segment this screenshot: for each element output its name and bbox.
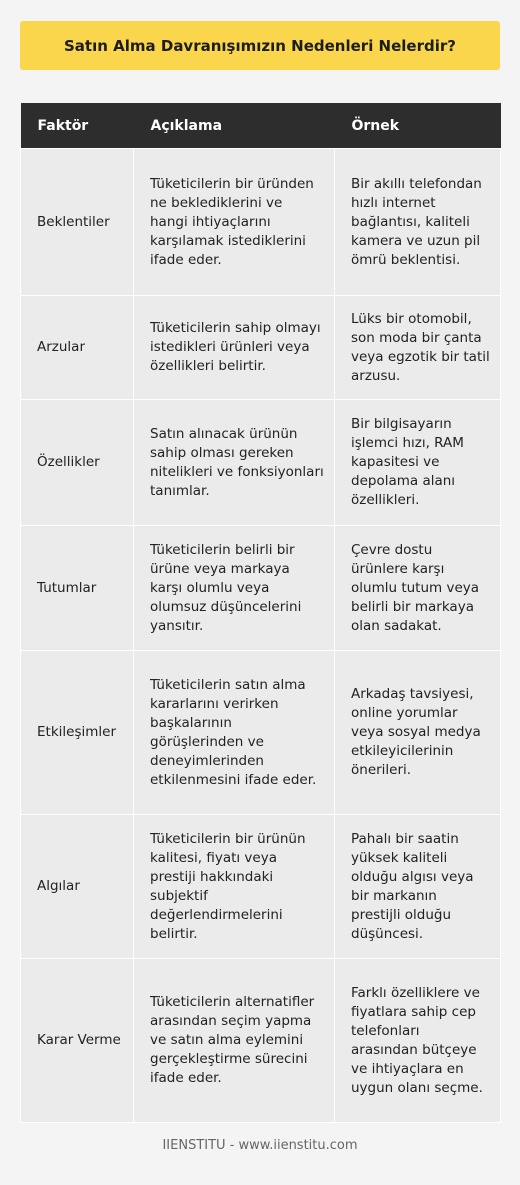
cell-description: Tüketicilerin bir üründen ne beklediklerini ve hangi ihtiyaçlarını karşılamak istediklerini ifade eder.: [134, 149, 335, 296]
table-row: [21, 149, 501, 296]
cell-example: Arkadaş tavsiyesi, online yorumlar veya sosyal medya etkileyicilerinin önerileri.: [335, 651, 501, 815]
cell-description: Tüketicilerin belirli bir ürüne veya markaya karşı olumlu veya olumsuz düşüncelerini yansıtır.: [134, 526, 335, 651]
column-header-factor: Faktör: [21, 103, 134, 149]
footer-credit: IIENSTITU - www.iienstitu.com: [162, 1138, 358, 1153]
cell-description: Tüketicilerin satın alma kararlarını verirken başkalarının görüşlerinden ve deneyimlerinden etkilenmesini ifade eder.: [134, 651, 335, 815]
cell-example: Bir bilgisayarın işlemci hızı, RAM kapasitesi ve depolama alanı özellikleri.: [335, 400, 501, 526]
cell-example: Farklı özelliklere ve fiyatlara sahip cep telefonları arasından bütçeye ve ihtiyaçlara en uygun olanı seçme.: [335, 959, 501, 1123]
page-title: Satın Alma Davranışımızın Nedenleri Nelerdir?: [20, 21, 500, 70]
factors-table: [20, 103, 501, 1123]
table-row: [21, 815, 501, 959]
cell-description: Satın alınacak ürünün sahip olması gereken nitelikleri ve fonksiyonları tanımlar.: [134, 400, 335, 526]
table-row: [21, 526, 501, 651]
cell-example: Lüks bir otomobil, son moda bir çanta veya egzotik bir tatil arzusu.: [335, 296, 501, 400]
cell-factor: Algılar: [21, 815, 134, 959]
table-row: [21, 959, 501, 1123]
cell-description: Tüketicilerin alternatifler arasından seçim yapma ve satın alma eylemini gerçekleştirme sürecini ifade eder.: [134, 959, 335, 1123]
cell-factor: Karar Verme: [21, 959, 134, 1123]
cell-example: Pahalı bir saatin yüksek kaliteli olduğu algısı veya bir markanın prestijli olduğu düşüncesi.: [335, 815, 501, 959]
cell-factor: Tutumlar: [21, 526, 134, 651]
cell-description: Tüketicilerin sahip olmayı istedikleri ürünleri veya özellikleri belirtir.: [134, 296, 335, 400]
table-row: [21, 651, 501, 815]
table-header-row: [21, 103, 501, 149]
cell-example: Çevre dostu ürünlere karşı olumlu tutum veya belirli bir markaya olan sadakat.: [335, 526, 501, 651]
column-header-description: Açıklama: [134, 103, 335, 149]
table-row: [21, 296, 501, 400]
cell-factor: Etkileşimler: [21, 651, 134, 815]
cell-factor: Özellikler: [21, 400, 134, 526]
cell-factor: Beklentiler: [21, 149, 134, 296]
cell-description: Tüketicilerin bir ürünün kalitesi, fiyatı veya prestiji hakkındaki subjektif değerlendirmelerini belirtir.: [134, 815, 335, 959]
table-row: [21, 400, 501, 526]
column-header-example: Örnek: [335, 103, 501, 149]
cell-example: Bir akıllı telefondan hızlı internet bağlantısı, kaliteli kamera ve uzun pil ömrü beklentisi.: [335, 149, 501, 296]
cell-factor: Arzular: [21, 296, 134, 400]
